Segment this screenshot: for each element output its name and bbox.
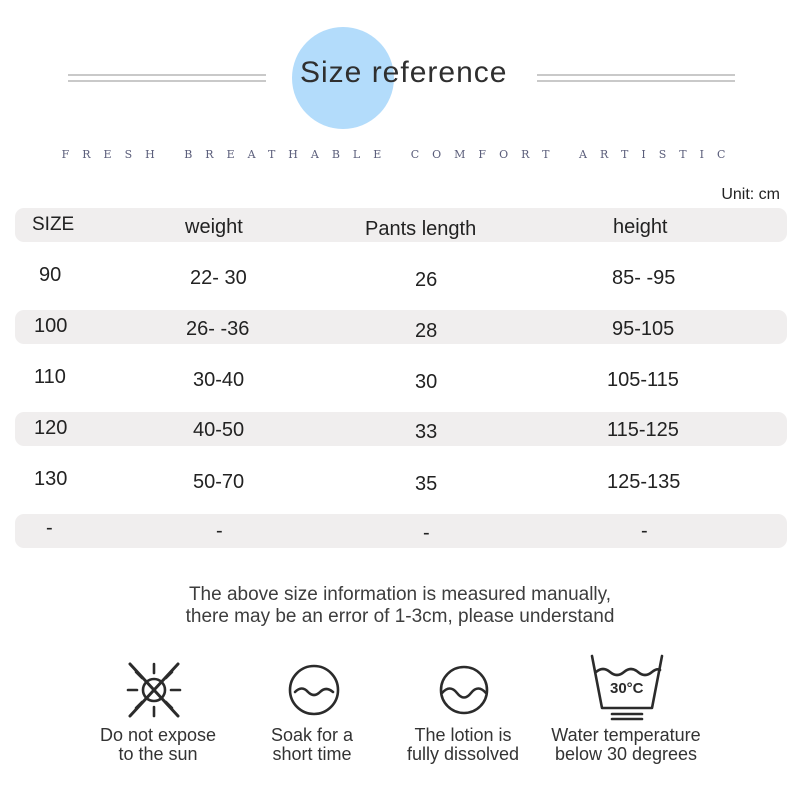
care-label-line: fully dissolved (406, 744, 520, 764)
no-sun-icon (122, 660, 186, 720)
size-cell: 110 (34, 366, 66, 388)
size-cell: 90 (39, 264, 62, 286)
care-label-line: Soak for a (270, 725, 354, 745)
weight-cell: - (216, 520, 223, 542)
height-cell: 95-105 (612, 318, 675, 340)
soak-icon (283, 662, 345, 718)
pants-length-cell: 30 (415, 371, 438, 393)
height-cell: 85- -95 (612, 267, 676, 289)
weight-cell: 26- -36 (186, 318, 250, 340)
measurement-note-line-2: there may be an error of 1-3cm, please understand (185, 606, 615, 627)
height-cell: - (641, 520, 648, 542)
care-label-line: to the sun (118, 744, 198, 764)
column-header-pants-length: Pants length (365, 218, 477, 240)
wash-30-icon (586, 650, 668, 722)
weight-cell: 30-40 (193, 369, 245, 391)
column-header-weight: weight (185, 216, 243, 238)
size-cell: 130 (34, 468, 68, 490)
height-cell: 115-125 (607, 419, 679, 441)
care-label-line: The lotion is (414, 725, 512, 745)
page-title: Size reference (300, 56, 508, 89)
title-rule-right-bottom (537, 80, 735, 82)
table-row (15, 514, 787, 548)
size-cell: 100 (34, 315, 68, 337)
column-header-size: SIZE (32, 214, 75, 235)
care-label-lotion (373, 726, 553, 764)
pants-length-cell: 35 (415, 473, 438, 495)
unit-label: Unit: cm (721, 186, 780, 203)
size-cell: 120 (34, 417, 68, 439)
care-label-line: Do not expose (99, 725, 217, 745)
table-header-row (15, 208, 787, 242)
weight-cell: 50-70 (193, 471, 245, 493)
title-rule-left-bottom (68, 80, 266, 82)
title-rule-right-top (537, 74, 735, 76)
weight-cell: 22- 30 (190, 267, 247, 289)
care-label-wash-temperature (536, 726, 716, 764)
care-label-line: Water temperature (551, 725, 701, 745)
table-row (15, 412, 787, 446)
pants-length-cell: 33 (415, 421, 438, 443)
care-label-no-sun (68, 726, 248, 764)
pants-length-cell: 28 (415, 320, 438, 342)
measurement-note-line-1: The above size information is measured manually, (188, 584, 612, 605)
height-cell: 105-115 (607, 369, 679, 391)
table-row (15, 360, 787, 394)
size-cell: - (46, 517, 53, 539)
title-rule-left-top (68, 74, 266, 76)
column-header-height: height (613, 216, 668, 238)
tagline: FRESH BREATHABLE COMFORT ARTISTIC (61, 148, 739, 161)
lotion-icon (434, 662, 494, 718)
pants-length-cell: - (423, 522, 430, 544)
weight-cell: 40-50 (193, 419, 245, 441)
wash-temperature-badge: 30°C (610, 680, 644, 697)
table-row (15, 462, 787, 496)
care-label-line: below 30 degrees (554, 744, 698, 764)
pants-length-cell: 26 (415, 269, 438, 291)
care-label-line: short time (272, 744, 352, 764)
height-cell: 125-135 (607, 471, 681, 493)
table-row (15, 310, 787, 344)
table-row (15, 258, 787, 292)
